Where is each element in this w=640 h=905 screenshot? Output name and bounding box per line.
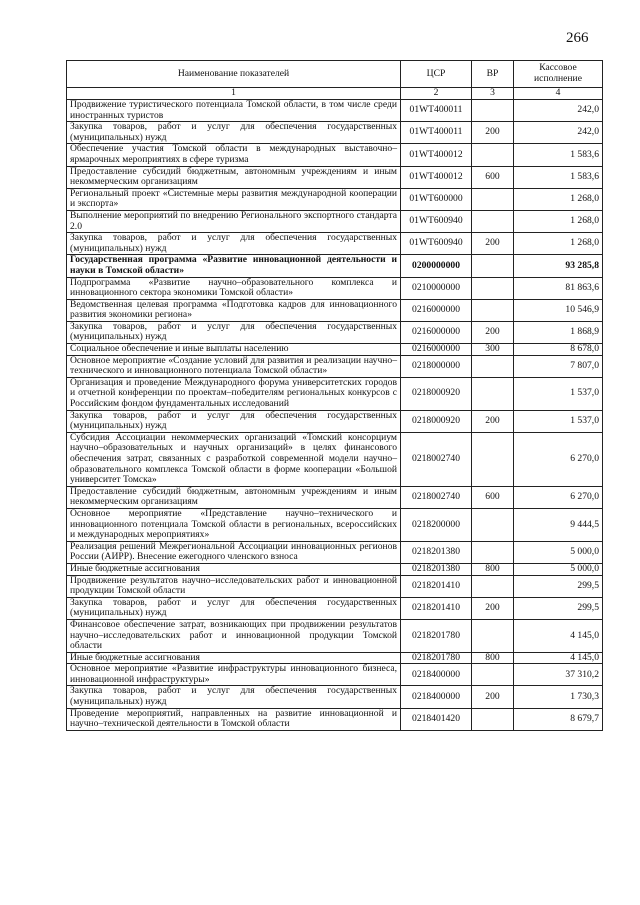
sum-cell: 299,5 bbox=[514, 575, 603, 597]
sum-cell: 8 678,0 bbox=[514, 344, 603, 356]
vr-cell: 200 bbox=[472, 410, 514, 432]
csr-cell: 0218400000 bbox=[401, 664, 472, 686]
name-cell: Организация и проведение Международного форума университетских городов и отчетной конференции по проектам–победителям региональных конкурсов с Российским фондом фундаментальных исследований bbox=[67, 377, 401, 410]
csr-cell: 0218002740 bbox=[401, 486, 472, 508]
table-row bbox=[67, 708, 603, 730]
name-cell: Закупка товаров, работ и услуг для обеспечения государственных (муниципальных) нужд bbox=[67, 686, 401, 708]
table-row bbox=[67, 188, 603, 210]
csr-cell: 01WT400011 bbox=[401, 100, 472, 122]
name-cell: Закупка товаров, работ и услуг для обеспечения государственных (муниципальных) нужд bbox=[67, 597, 401, 619]
vr-cell bbox=[472, 619, 514, 652]
vr-cell bbox=[472, 188, 514, 210]
table-header-row bbox=[67, 61, 603, 88]
header-sum: Кассовое исполнение bbox=[514, 61, 603, 88]
vr-cell: 600 bbox=[472, 486, 514, 508]
csr-cell: 0200000000 bbox=[401, 255, 472, 277]
name-cell: Продвижение результатов научно–исследовательских работ и инновационной продукции Томской области bbox=[67, 575, 401, 597]
page-number: 266 bbox=[566, 30, 589, 46]
name-cell: Основное мероприятие «Создание условий для развития и реализации научно–технического и инновационного потенциала Томской области» bbox=[67, 355, 401, 377]
csr-cell: 0218201380 bbox=[401, 563, 472, 575]
table-row bbox=[67, 597, 603, 619]
table-row bbox=[67, 619, 603, 652]
csr-cell: 0216000000 bbox=[401, 321, 472, 343]
sum-cell: 4 145,0 bbox=[514, 652, 603, 664]
column-number-sum: 4 bbox=[514, 88, 603, 100]
table-row bbox=[67, 122, 603, 144]
table-row bbox=[67, 575, 603, 597]
table-row bbox=[67, 541, 603, 563]
vr-cell: 800 bbox=[472, 563, 514, 575]
name-cell: Предоставление субсидий бюджетным, автономным учреждениям и иным некоммерческим организациям bbox=[67, 166, 401, 188]
sum-cell: 1 868,9 bbox=[514, 321, 603, 343]
table-row bbox=[67, 210, 603, 232]
table-row bbox=[67, 299, 603, 321]
table-row bbox=[67, 233, 603, 255]
vr-cell bbox=[472, 508, 514, 541]
sum-cell: 5 000,0 bbox=[514, 541, 603, 563]
name-cell: Финансовое обеспечение затрат, возникающих при продвижении результатов научно–исследовательских работ и инновационной продукции Томской области bbox=[67, 619, 401, 652]
sum-cell: 7 807,0 bbox=[514, 355, 603, 377]
vr-cell bbox=[472, 100, 514, 122]
sum-cell: 81 863,6 bbox=[514, 277, 603, 299]
csr-cell: 0210000000 bbox=[401, 277, 472, 299]
vr-cell bbox=[472, 432, 514, 486]
name-cell: Обеспечение участия Томской области в международных выставочно–ярмарочных мероприятиях в сфере туризма bbox=[67, 144, 401, 166]
csr-cell: 0218002740 bbox=[401, 432, 472, 486]
sum-cell: 242,0 bbox=[514, 100, 603, 122]
name-cell: Выполнение мероприятий по внедрению Регионального экспортного стандарта 2.0 bbox=[67, 210, 401, 232]
name-cell: Предоставление субсидий бюджетным, автономным учреждениям и иным некоммерческим организациям bbox=[67, 486, 401, 508]
sum-cell: 6 270,0 bbox=[514, 486, 603, 508]
vr-cell: 200 bbox=[472, 233, 514, 255]
table-row bbox=[67, 255, 603, 277]
name-cell: Социальное обеспечение и иные выплаты населению bbox=[67, 344, 401, 356]
csr-cell: 0216000000 bbox=[401, 344, 472, 356]
sum-cell: 6 270,0 bbox=[514, 432, 603, 486]
vr-cell bbox=[472, 355, 514, 377]
vr-cell: 200 bbox=[472, 597, 514, 619]
sum-cell: 1 583,6 bbox=[514, 166, 603, 188]
vr-cell bbox=[472, 277, 514, 299]
csr-cell: 0218201380 bbox=[401, 541, 472, 563]
name-cell: Ведомственная целевая программа «Подготовка кадров для инновационного развития экономики региона» bbox=[67, 299, 401, 321]
table-row bbox=[67, 144, 603, 166]
name-cell: Государственная программа «Развитие инновационной деятельности и науки в Томской области» bbox=[67, 255, 401, 277]
table-row bbox=[67, 563, 603, 575]
sum-cell: 5 000,0 bbox=[514, 563, 603, 575]
csr-cell: 0218000920 bbox=[401, 410, 472, 432]
column-number-csr: 2 bbox=[401, 88, 472, 100]
header-csr: ЦСР bbox=[401, 61, 472, 88]
sum-cell: 10 546,9 bbox=[514, 299, 603, 321]
csr-cell: 0218200000 bbox=[401, 508, 472, 541]
name-cell: Продвижение туристического потенциала Томской области, в том числе среди иностранных туристов bbox=[67, 100, 401, 122]
csr-cell: 01WT400012 bbox=[401, 144, 472, 166]
sum-cell: 242,0 bbox=[514, 122, 603, 144]
csr-cell: 01WT600940 bbox=[401, 233, 472, 255]
vr-cell bbox=[472, 299, 514, 321]
csr-cell: 01WT600940 bbox=[401, 210, 472, 232]
budget-execution-table bbox=[66, 60, 603, 731]
table-row bbox=[67, 277, 603, 299]
sum-cell: 1 268,0 bbox=[514, 188, 603, 210]
vr-cell: 300 bbox=[472, 344, 514, 356]
column-number-name: 1 bbox=[67, 88, 401, 100]
csr-cell: 0218201410 bbox=[401, 597, 472, 619]
sum-cell: 93 285,8 bbox=[514, 255, 603, 277]
vr-cell bbox=[472, 541, 514, 563]
name-cell: Закупка товаров, работ и услуг для обеспечения государственных (муниципальных) нужд bbox=[67, 122, 401, 144]
sum-cell: 1 537,0 bbox=[514, 410, 603, 432]
sum-cell: 8 679,7 bbox=[514, 708, 603, 730]
name-cell: Реализация решений Межрегиональной Ассоциации инновационных регионов России (АИРР). Внесение ежегодного членского взноса bbox=[67, 541, 401, 563]
vr-cell bbox=[472, 144, 514, 166]
vr-cell bbox=[472, 210, 514, 232]
name-cell: Подпрограмма «Развитие научно–образовательного комплекса и инновационного сектора экономики Томской области» bbox=[67, 277, 401, 299]
csr-cell: 0218201780 bbox=[401, 652, 472, 664]
vr-cell bbox=[472, 708, 514, 730]
table-row bbox=[67, 432, 603, 486]
csr-cell: 0216000000 bbox=[401, 299, 472, 321]
table-row bbox=[67, 377, 603, 410]
csr-cell: 01WT400012 bbox=[401, 166, 472, 188]
vr-cell bbox=[472, 575, 514, 597]
csr-cell: 0218401420 bbox=[401, 708, 472, 730]
sum-cell: 1 583,6 bbox=[514, 144, 603, 166]
name-cell: Основное мероприятие «Представление научно–технического и инновационного потенциала Томской области в региональных, всероссийских и международных мероприятиях» bbox=[67, 508, 401, 541]
table-row bbox=[67, 664, 603, 686]
csr-cell: 0218201410 bbox=[401, 575, 472, 597]
vr-cell: 600 bbox=[472, 166, 514, 188]
csr-cell: 01WT600000 bbox=[401, 188, 472, 210]
column-number-row bbox=[67, 88, 603, 100]
table-row bbox=[67, 652, 603, 664]
table-row bbox=[67, 166, 603, 188]
csr-cell: 0218000920 bbox=[401, 377, 472, 410]
table-row bbox=[67, 508, 603, 541]
sum-cell: 37 310,2 bbox=[514, 664, 603, 686]
sum-cell: 1 537,0 bbox=[514, 377, 603, 410]
vr-cell bbox=[472, 664, 514, 686]
column-number-vr: 3 bbox=[472, 88, 514, 100]
table-row bbox=[67, 410, 603, 432]
vr-cell bbox=[472, 255, 514, 277]
sum-cell: 1 268,0 bbox=[514, 210, 603, 232]
name-cell: Региональный проект «Системные меры развития международной кооперации и экспорта» bbox=[67, 188, 401, 210]
table-row bbox=[67, 344, 603, 356]
vr-cell: 200 bbox=[472, 686, 514, 708]
table-body bbox=[67, 100, 603, 731]
table-row bbox=[67, 686, 603, 708]
table-row bbox=[67, 321, 603, 343]
vr-cell: 200 bbox=[472, 122, 514, 144]
name-cell: Иные бюджетные ассигнования bbox=[67, 652, 401, 664]
name-cell: Закупка товаров, работ и услуг для обеспечения государственных (муниципальных) нужд bbox=[67, 321, 401, 343]
vr-cell bbox=[472, 377, 514, 410]
header-name: Наименование показателей bbox=[67, 61, 401, 88]
name-cell: Субсидия Ассоциации некоммерческих организаций «Томский консорциум научно–образовательных и научных организаций» в целях финансового обеспечения затрат, связанных с разработкой современной модели научно–образовательного комплекса Томской области в форме кооперации «Большой университет Томска» bbox=[67, 432, 401, 486]
sum-cell: 9 444,5 bbox=[514, 508, 603, 541]
name-cell: Основное мероприятие «Развитие инфраструктуры инновационного бизнеса, инновационной инфраструктуры» bbox=[67, 664, 401, 686]
sum-cell: 4 145,0 bbox=[514, 619, 603, 652]
table-row bbox=[67, 486, 603, 508]
csr-cell: 0218000000 bbox=[401, 355, 472, 377]
name-cell: Закупка товаров, работ и услуг для обеспечения государственных (муниципальных) нужд bbox=[67, 410, 401, 432]
sum-cell: 1 268,0 bbox=[514, 233, 603, 255]
name-cell: Проведение мероприятий, направленных на развитие инновационной и научно–технической деятельности в Томской области bbox=[67, 708, 401, 730]
vr-cell: 800 bbox=[472, 652, 514, 664]
csr-cell: 01WT400011 bbox=[401, 122, 472, 144]
csr-cell: 0218400000 bbox=[401, 686, 472, 708]
table-row bbox=[67, 355, 603, 377]
sum-cell: 1 730,3 bbox=[514, 686, 603, 708]
name-cell: Иные бюджетные ассигнования bbox=[67, 563, 401, 575]
name-cell: Закупка товаров, работ и услуг для обеспечения государственных (муниципальных) нужд bbox=[67, 233, 401, 255]
vr-cell: 200 bbox=[472, 321, 514, 343]
sum-cell: 299,5 bbox=[514, 597, 603, 619]
header-vr: ВР bbox=[472, 61, 514, 88]
csr-cell: 0218201780 bbox=[401, 619, 472, 652]
table-row bbox=[67, 100, 603, 122]
